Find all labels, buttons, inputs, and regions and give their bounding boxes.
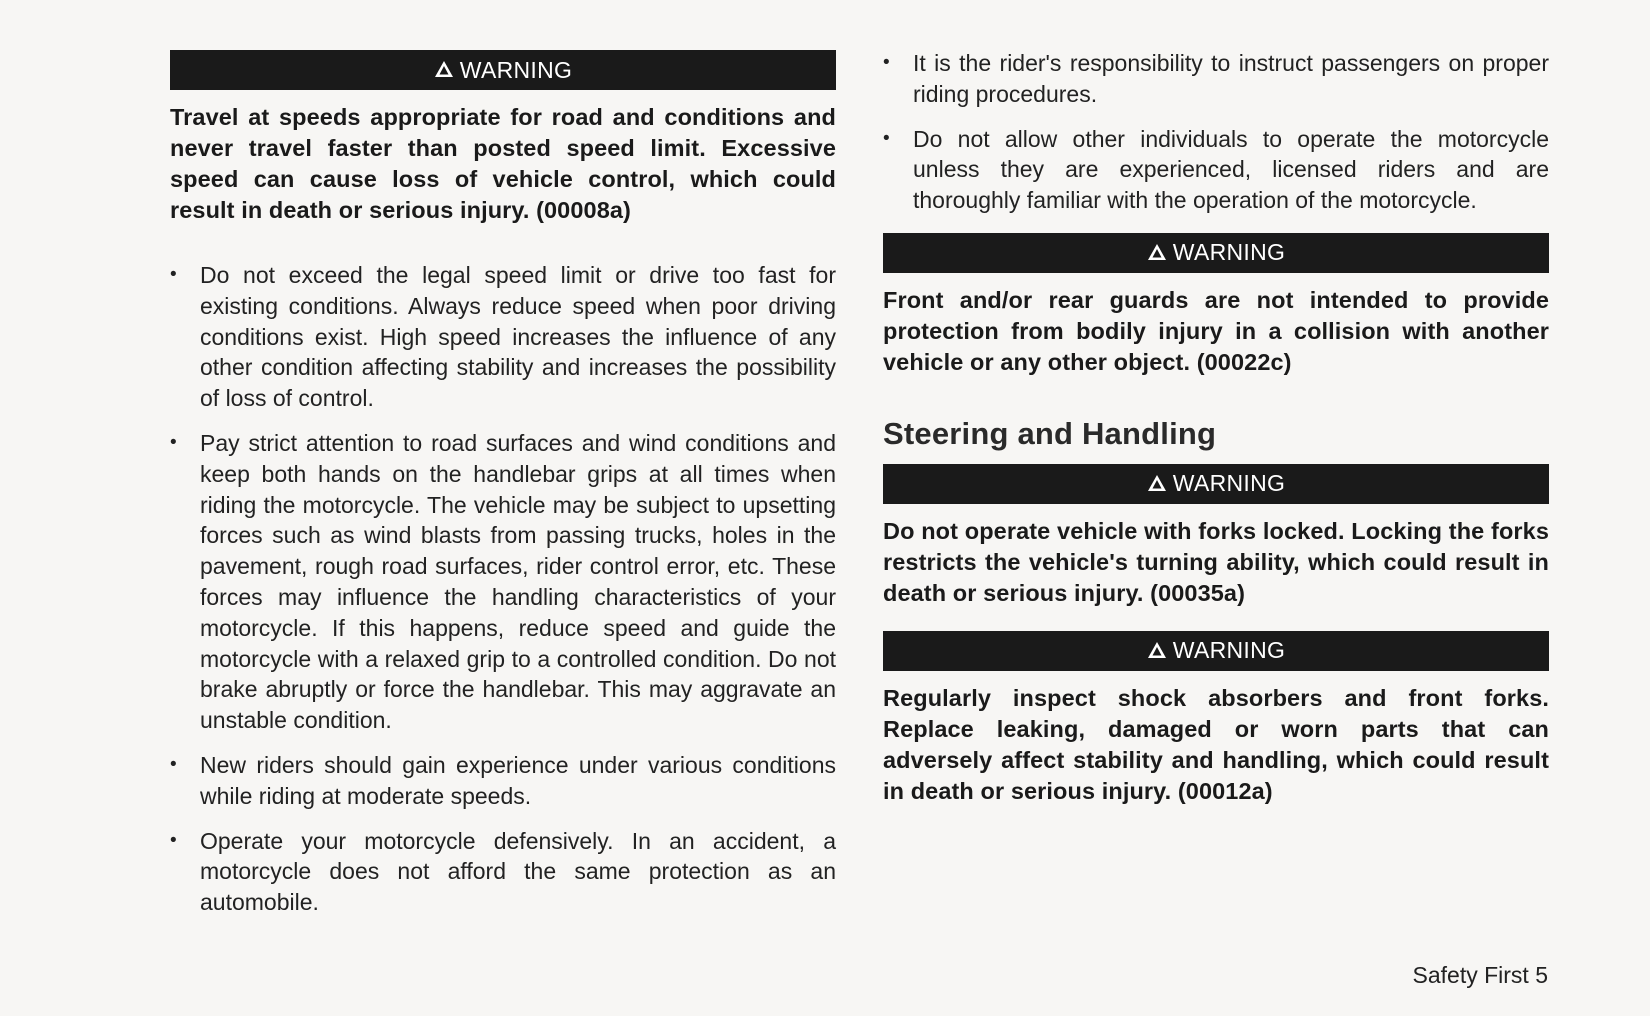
list-item: • New riders should gain experience under various conditions while riding at moderate speeds. <box>170 750 836 812</box>
warning-triangle-icon <box>434 60 454 78</box>
section-heading: Steering and Handling <box>883 415 1217 451</box>
right-column <box>883 0 1549 807</box>
list-item: • Do not allow other individuals to operate the motorcycle unless they are experienced, licensed riders and are thoroughly familiar with the operation of the motorcycle. <box>883 124 1549 216</box>
warning-text: Travel at speeds appropriate for road and conditions and never travel faster than posted speed limit. Excessive speed can cause loss of vehicle control, which could result in death or serious injury. (00008a) <box>170 104 836 223</box>
warning-label: WARNING <box>1172 239 1286 266</box>
warning-banner <box>883 233 1549 273</box>
bullet-list <box>883 48 1549 216</box>
list-item: • Do not exceed the legal speed limit or drive too fast for existing conditions. Always reduce speed when poor driving conditions exist. High speed increases the influence of any other condition affecting stability and increases the possibility of loss of control. <box>170 260 836 414</box>
warning-triangle-icon <box>1147 243 1167 261</box>
warning-triangle-icon <box>1147 641 1167 659</box>
left-column <box>170 0 836 932</box>
warning-banner <box>883 464 1549 504</box>
list-item: • Operate your motorcycle defensively. In an accident, a motorcycle does not afford the same protection as an automobile. <box>170 826 836 918</box>
page-footer: Safety First 5 <box>1412 962 1548 988</box>
warning-triangle-icon <box>1147 474 1167 492</box>
warning-label: WARNING <box>1172 637 1286 664</box>
warning-label: WARNING <box>1172 470 1286 497</box>
list-item: • Pay strict attention to road surfaces and wind conditions and keep both hands on the handlebar grips at all times when riding the motorcycle. The vehicle may be subject to upsetting forces such as wind blasts from passing trucks, holes in the pavement, rough road surfaces, rider control error, etc. These forces may influence the handling characteristics of your motorcycle. If this happens, reduce speed and guide the motorcycle with a relaxed grip to a controlled condition. Do not brake abruptly or force the handlebar. This may aggravate an unstable condition. <box>170 428 836 736</box>
warning-text: Regularly inspect shock absorbers and front forks. Replace leaking, damaged or worn parts that can adversely affect stability and handling, which could result in death or serious injury. (00012a) <box>883 684 1549 804</box>
list-item: • It is the rider's responsibility to instruct passengers on proper riding procedures. <box>883 48 1549 110</box>
bullet-list <box>170 260 836 918</box>
warning-banner <box>883 631 1549 671</box>
warning-text: Front and/or rear guards are not intended to provide protection from bodily injury in a collision with another vehicle or any other object. (00022c) <box>883 286 1549 375</box>
warning-label: WARNING <box>459 56 573 83</box>
warning-banner <box>170 50 836 90</box>
warning-text: Do not operate vehicle with forks locked. Locking the forks restricts the vehicle's turning ability, which could result in death or serious injury. (00035a) <box>883 517 1549 606</box>
